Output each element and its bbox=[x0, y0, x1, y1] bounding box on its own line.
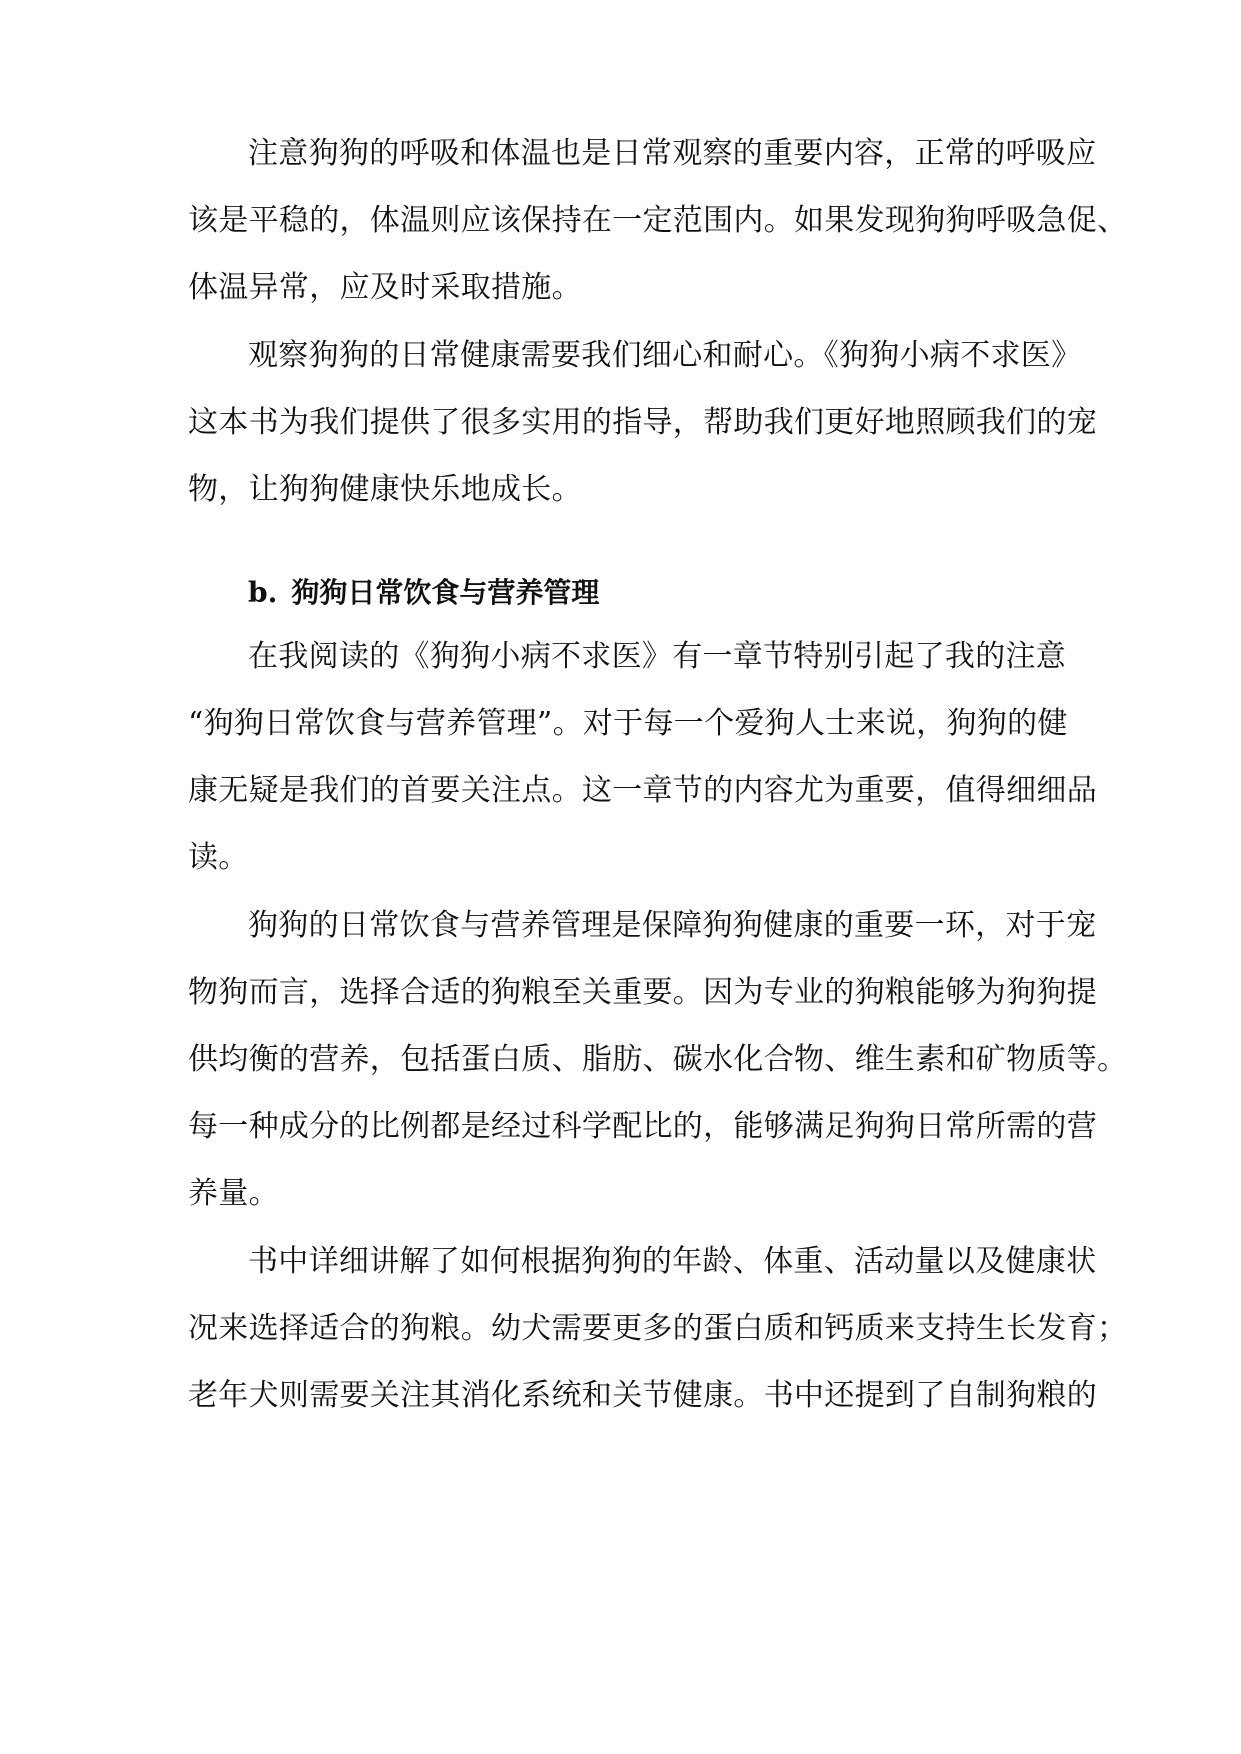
section-paragraph-2-line-4: 每一种成分的比例都是经过科学配比的，能够满足狗狗日常所需的营 bbox=[188, 1109, 1097, 1144]
paragraph-2-line-2: 这本书为我们提供了很多实用的指导，帮助我们更好地照顾我们的宠 bbox=[188, 405, 1097, 440]
paragraph-1-line-2: 该是平稳的，体温则应该保持在一定范围内。如果发现狗狗呼吸急促、 bbox=[188, 203, 1128, 238]
section-paragraph-2-line-1: 狗狗的日常饮食与营养管理是保障狗狗健康的重要一环，对于宠 bbox=[248, 908, 1097, 943]
section-paragraph-3-line-1: 书中详细讲解了如何根据狗狗的年龄、体重、活动量以及健康状 bbox=[248, 1244, 1097, 1279]
section-heading-title: 狗狗日常饮食与营养管理 bbox=[291, 576, 600, 609]
section-paragraph-1-line-4: 读。 bbox=[188, 840, 249, 875]
section-paragraph-3-line-3: 老年犬则需要关注其消化系统和关节健康。书中还提到了自制狗粮的 bbox=[188, 1378, 1097, 1413]
section-paragraph-2-line-5: 养量。 bbox=[188, 1176, 279, 1211]
section-paragraph-3-line-2: 况来选择适合的狗粮。幼犬需要更多的蛋白质和钙质来支持生长发育； bbox=[188, 1311, 1128, 1346]
section-paragraph-1-line-3: 康无疑是我们的首要关注点。这一章节的内容尤为重要，值得细细品 bbox=[188, 773, 1097, 808]
paragraph-1-line-1: 注意狗狗的呼吸和体温也是日常观察的重要内容，正常的呼吸应 bbox=[248, 136, 1097, 171]
paragraph-2-line-3: 物，让狗狗健康快乐地成长。 bbox=[188, 472, 582, 507]
paragraph-1-line-3: 体温异常，应及时采取措施。 bbox=[188, 270, 582, 305]
section-paragraph-2-line-2: 物狗而言，选择合适的狗粮至关重要。因为专业的狗粮能够为狗狗提 bbox=[188, 975, 1097, 1010]
section-paragraph-1-line-1: 在我阅读的《狗狗小病不求医》有一章节特别引起了我的注意 bbox=[248, 639, 1067, 674]
section-paragraph-2-line-3: 供均衡的营养，包括蛋白质、脂肪、碳水化合物、维生素和矿物质等。 bbox=[188, 1042, 1128, 1077]
paragraph-2-line-1: 观察狗狗的日常健康需要我们细心和耐心。《狗狗小病不求医》 bbox=[248, 338, 1082, 373]
section-paragraph-1-line-2: “狗狗日常饮食与营养管理”。对于每一个爱狗人士来说，狗狗的健 bbox=[188, 706, 1068, 741]
section-heading-marker: b. bbox=[248, 576, 278, 609]
section-heading bbox=[248, 573, 599, 613]
